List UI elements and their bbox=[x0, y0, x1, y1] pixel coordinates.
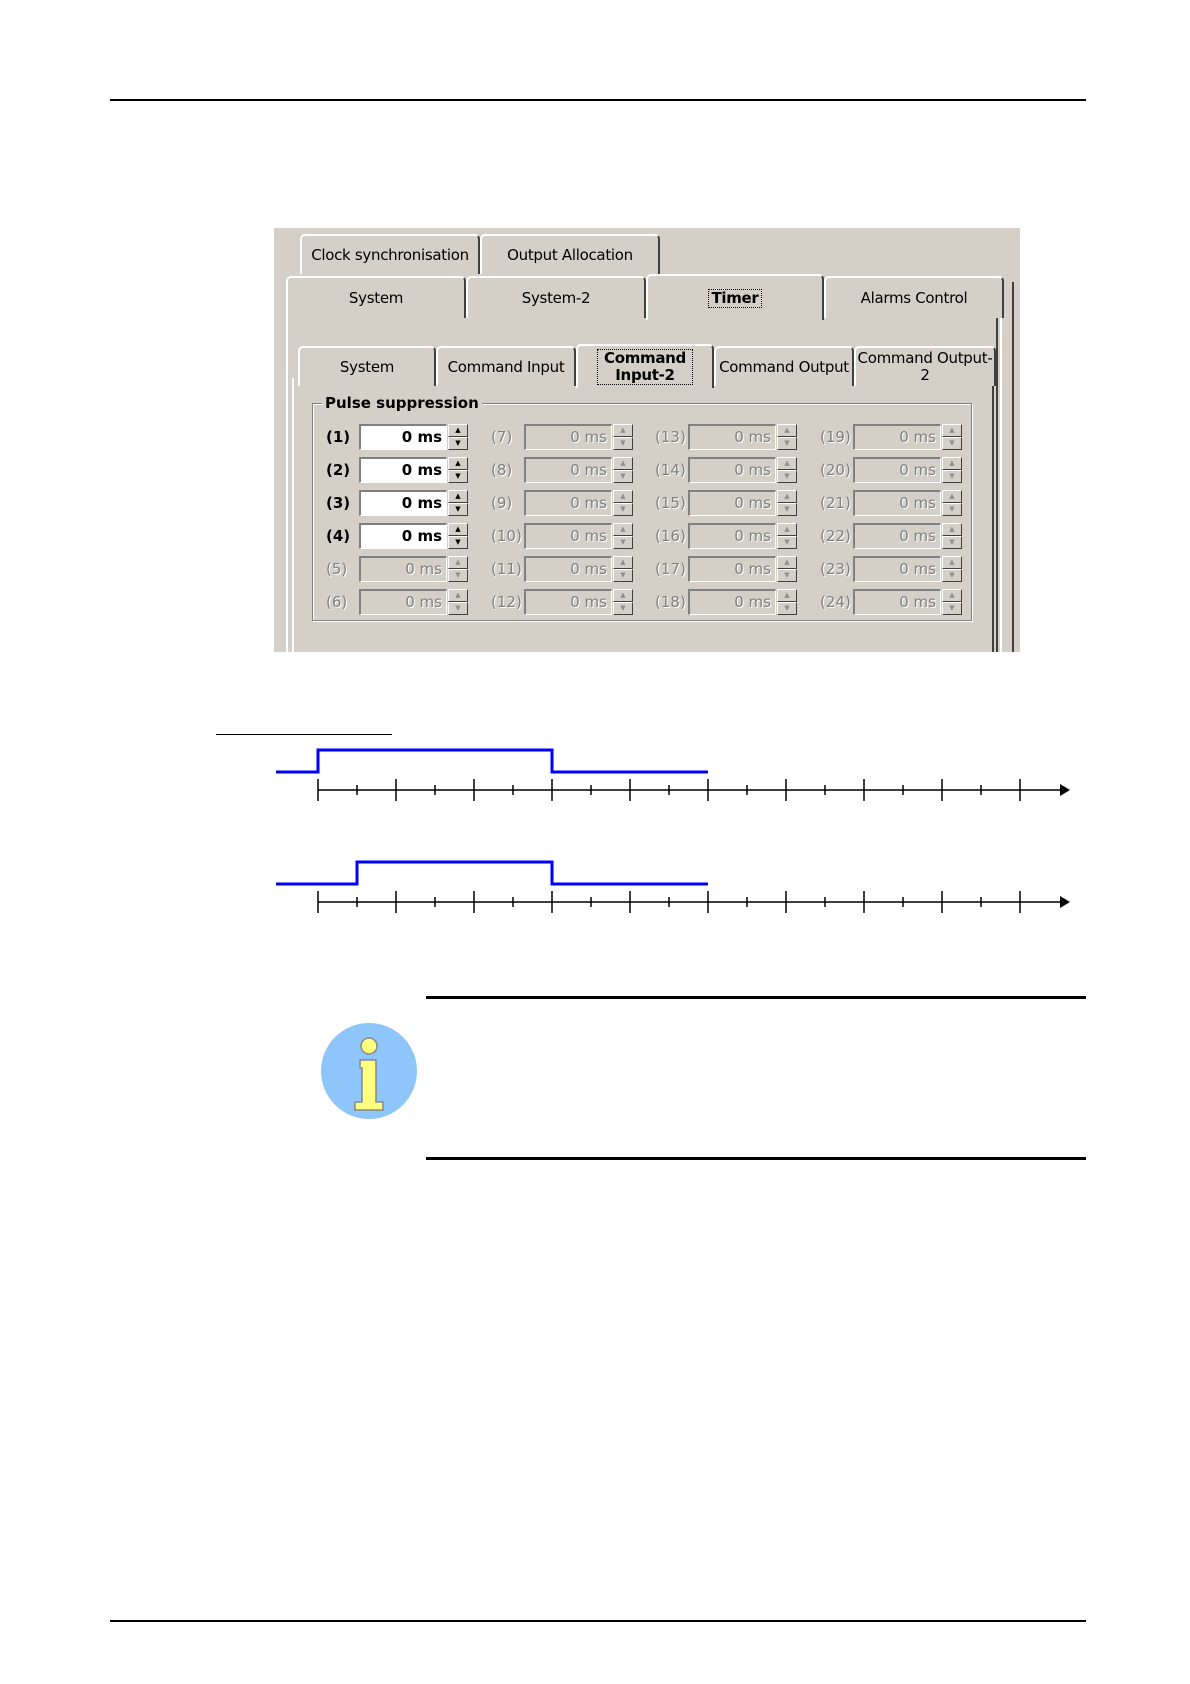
tab-row1-label: Output Allocation bbox=[507, 245, 633, 264]
suppression-label: (5) bbox=[326, 560, 348, 578]
spin-down-icon[interactable]: ▼ bbox=[448, 437, 468, 450]
spin-control bbox=[613, 523, 633, 549]
spin-control bbox=[613, 589, 633, 615]
spin-control bbox=[777, 424, 797, 450]
spin-down-icon[interactable]: ▼ bbox=[448, 470, 468, 483]
suppression-label: (4) bbox=[326, 527, 351, 545]
spin-up-icon: ▲ bbox=[777, 490, 797, 503]
spin-up-icon: ▲ bbox=[777, 424, 797, 437]
spin-up-icon[interactable]: ▲ bbox=[448, 457, 468, 470]
spin-up-icon: ▲ bbox=[942, 523, 962, 536]
suppression-label: (7) bbox=[491, 428, 513, 446]
suppression-label: (12) bbox=[491, 593, 522, 611]
spin-up-icon: ▲ bbox=[942, 490, 962, 503]
tab-row1-0[interactable] bbox=[300, 234, 480, 274]
suppression-label: (19) bbox=[820, 428, 851, 446]
suppressed-pulse-diagram bbox=[270, 852, 1070, 932]
spin-down-icon: ▼ bbox=[777, 569, 797, 582]
spin-up-icon: ▲ bbox=[613, 457, 633, 470]
suppression-time-input: 0 ms bbox=[688, 523, 776, 549]
spin-down-icon: ▼ bbox=[942, 569, 962, 582]
suppression-time-input: 0 ms bbox=[524, 424, 612, 450]
suppression-time-input[interactable]: 0 ms bbox=[359, 424, 447, 450]
spin-control bbox=[942, 589, 962, 615]
spin-up-icon: ▲ bbox=[613, 424, 633, 437]
spin-control bbox=[777, 457, 797, 483]
spin-down-icon: ▼ bbox=[777, 602, 797, 615]
suppression-label: (8) bbox=[491, 461, 513, 479]
spin-down-icon: ▼ bbox=[942, 503, 962, 516]
spin-control bbox=[942, 490, 962, 516]
subtab-label: System bbox=[339, 357, 395, 376]
spin-down-icon: ▼ bbox=[777, 536, 797, 549]
suppression-time-input: 0 ms bbox=[359, 589, 447, 615]
suppression-time-input: 0 ms bbox=[688, 424, 776, 450]
spin-down-icon: ▼ bbox=[942, 602, 962, 615]
subtab-label: Command Output-2 bbox=[857, 349, 993, 384]
spin-up-icon: ▲ bbox=[942, 589, 962, 602]
suppression-label: (16) bbox=[655, 527, 686, 545]
tab-row2-label: System bbox=[348, 288, 404, 307]
suppression-time-input: 0 ms bbox=[688, 556, 776, 582]
spin-down-icon: ▼ bbox=[613, 503, 633, 516]
spin-down-icon: ▼ bbox=[942, 536, 962, 549]
suppression-time-input: 0 ms bbox=[359, 556, 447, 582]
suppression-time-input: 0 ms bbox=[688, 490, 776, 516]
spin-control bbox=[613, 424, 633, 450]
signal-trace bbox=[276, 862, 708, 884]
tab-row2-0[interactable] bbox=[286, 276, 466, 318]
suppression-time-input: 0 ms bbox=[524, 589, 612, 615]
footer-rule bbox=[110, 1620, 1086, 1622]
suppression-time-input: 0 ms bbox=[853, 457, 941, 483]
spin-down-icon: ▼ bbox=[448, 569, 468, 582]
tab-row2-1[interactable] bbox=[466, 276, 646, 318]
spin-down-icon: ▼ bbox=[942, 437, 962, 450]
signal-trace bbox=[276, 750, 708, 772]
dialog-right-edge bbox=[1000, 282, 1014, 652]
suppression-label: (11) bbox=[491, 560, 522, 578]
spin-down-icon[interactable]: ▼ bbox=[448, 536, 468, 549]
tab-row2-2[interactable] bbox=[646, 274, 824, 320]
spin-up-icon: ▲ bbox=[777, 589, 797, 602]
spin-control bbox=[448, 589, 468, 615]
spin-up-icon: ▲ bbox=[448, 556, 468, 569]
suppression-label: (9) bbox=[491, 494, 513, 512]
spin-up-icon[interactable]: ▲ bbox=[448, 424, 468, 437]
spin-control bbox=[942, 556, 962, 582]
spin-control bbox=[613, 457, 633, 483]
spin-up-icon: ▲ bbox=[613, 589, 633, 602]
note-top-rule bbox=[426, 996, 1086, 999]
spin-down-icon: ▼ bbox=[777, 437, 797, 450]
tab-row1-label: Clock synchronisation bbox=[311, 245, 469, 264]
subtab-2[interactable] bbox=[576, 344, 714, 388]
suppression-time-input: 0 ms bbox=[524, 523, 612, 549]
info-icon bbox=[320, 1022, 418, 1120]
spin-down-icon: ▼ bbox=[942, 470, 962, 483]
spin-down-icon[interactable]: ▼ bbox=[448, 503, 468, 516]
spin-up-icon: ▲ bbox=[777, 457, 797, 470]
suppression-time-input[interactable]: 0 ms bbox=[359, 457, 447, 483]
spin-down-icon: ▼ bbox=[777, 470, 797, 483]
suppression-label: (22) bbox=[820, 527, 851, 545]
suppression-time-input: 0 ms bbox=[853, 490, 941, 516]
subtab-4[interactable] bbox=[854, 346, 996, 386]
suppression-label: (21) bbox=[820, 494, 851, 512]
spin-control bbox=[613, 556, 633, 582]
spin-control bbox=[613, 490, 633, 516]
spin-up-icon: ▲ bbox=[448, 589, 468, 602]
suppression-label: (3) bbox=[326, 494, 351, 512]
subtab-1[interactable] bbox=[436, 346, 576, 386]
spin-up-icon: ▲ bbox=[613, 490, 633, 503]
suppression-time-input[interactable]: 0 ms bbox=[359, 490, 447, 516]
settings-dialog bbox=[274, 228, 1020, 652]
spin-control bbox=[448, 424, 468, 450]
suppression-time-input[interactable]: 0 ms bbox=[359, 523, 447, 549]
section-underline bbox=[216, 734, 392, 735]
subtab-label: Command Input-2 bbox=[597, 349, 693, 385]
spin-control bbox=[777, 589, 797, 615]
spin-up-icon: ▲ bbox=[613, 556, 633, 569]
input-pulse-diagram bbox=[270, 740, 1070, 820]
spin-control bbox=[448, 457, 468, 483]
spin-control bbox=[942, 457, 962, 483]
spin-up-icon: ▲ bbox=[942, 457, 962, 470]
spin-control bbox=[777, 490, 797, 516]
suppression-label: (17) bbox=[655, 560, 686, 578]
suppression-label: (6) bbox=[326, 593, 348, 611]
note-bottom-rule bbox=[426, 1157, 1086, 1160]
spin-up-icon: ▲ bbox=[613, 523, 633, 536]
suppression-label: (15) bbox=[655, 494, 686, 512]
tab-row2-label: System-2 bbox=[521, 288, 591, 307]
spin-control bbox=[448, 523, 468, 549]
suppression-label: (1) bbox=[326, 428, 351, 446]
group-title: Pulse suppression bbox=[322, 394, 482, 412]
spin-up-icon[interactable]: ▲ bbox=[448, 523, 468, 536]
suppression-label: (20) bbox=[820, 461, 851, 479]
subtab-3[interactable] bbox=[714, 346, 854, 386]
axis-arrow-icon bbox=[1060, 896, 1070, 908]
spin-up-icon: ▲ bbox=[942, 556, 962, 569]
spin-up-icon[interactable]: ▲ bbox=[448, 490, 468, 503]
suppression-label: (23) bbox=[820, 560, 851, 578]
spin-up-icon: ▲ bbox=[777, 556, 797, 569]
tab-row2-label: Timer bbox=[708, 289, 761, 308]
suppression-time-input: 0 ms bbox=[853, 556, 941, 582]
spin-down-icon: ▼ bbox=[777, 503, 797, 516]
spin-control bbox=[448, 556, 468, 582]
header-rule bbox=[110, 99, 1086, 101]
spin-up-icon: ▲ bbox=[942, 424, 962, 437]
spin-control bbox=[777, 556, 797, 582]
suppression-time-input: 0 ms bbox=[853, 523, 941, 549]
tab-row2-3[interactable] bbox=[824, 276, 1004, 318]
spin-up-icon: ▲ bbox=[777, 523, 797, 536]
suppression-time-input: 0 ms bbox=[524, 490, 612, 516]
spin-down-icon: ▼ bbox=[613, 569, 633, 582]
suppression-time-input: 0 ms bbox=[853, 589, 941, 615]
axis-arrow-icon bbox=[1060, 784, 1070, 796]
suppression-label: (2) bbox=[326, 461, 351, 479]
spin-down-icon: ▼ bbox=[613, 470, 633, 483]
suppression-label: (14) bbox=[655, 461, 686, 479]
subtab-label: Command Output bbox=[719, 357, 849, 376]
tab-row1-1[interactable] bbox=[480, 234, 660, 274]
suppression-time-input: 0 ms bbox=[853, 424, 941, 450]
spin-down-icon: ▼ bbox=[448, 602, 468, 615]
spin-control bbox=[942, 523, 962, 549]
spin-down-icon: ▼ bbox=[613, 602, 633, 615]
spin-control bbox=[448, 490, 468, 516]
subtab-label: Command Input bbox=[447, 357, 565, 376]
suppression-time-input: 0 ms bbox=[688, 589, 776, 615]
spin-control bbox=[777, 523, 797, 549]
tab-row2-label: Alarms Control bbox=[860, 288, 968, 307]
suppression-time-input: 0 ms bbox=[524, 457, 612, 483]
spin-control bbox=[942, 424, 962, 450]
spin-down-icon: ▼ bbox=[613, 536, 633, 549]
subtab-0[interactable] bbox=[298, 346, 436, 386]
suppression-label: (13) bbox=[655, 428, 686, 446]
suppression-label: (24) bbox=[820, 593, 851, 611]
suppression-time-input: 0 ms bbox=[524, 556, 612, 582]
suppression-time-input: 0 ms bbox=[688, 457, 776, 483]
suppression-label: (18) bbox=[655, 593, 686, 611]
spin-down-icon: ▼ bbox=[613, 437, 633, 450]
suppression-label: (10) bbox=[491, 527, 522, 545]
